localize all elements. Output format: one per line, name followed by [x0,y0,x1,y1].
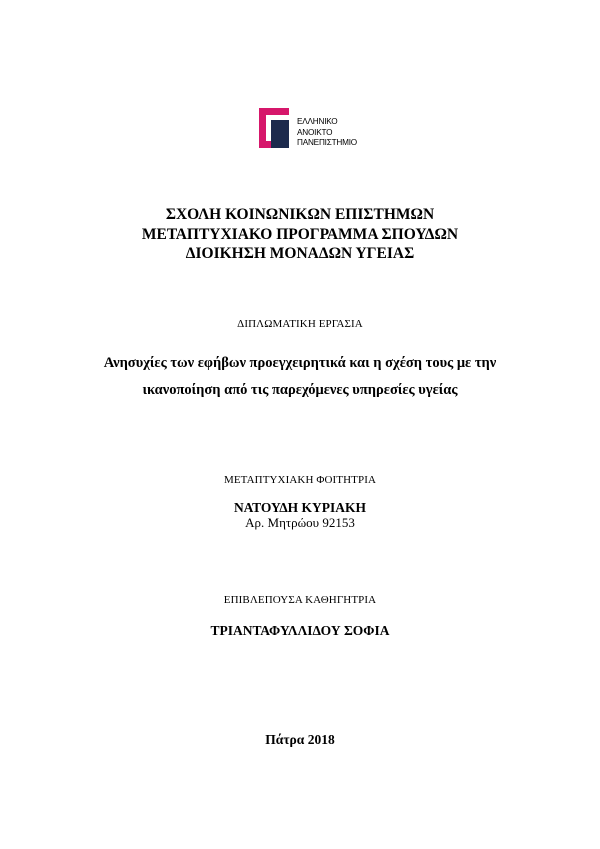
supervisor-label: ΕΠΙΒΛΕΠΟΥΣΑ ΚΑΘΗΓΗΤΡΙΑ [223,594,377,606]
student-label: ΜΕΤΑΠΤΥΧΙΑΚΗ ΦΟΙΤΗΤΡΙΑ [223,474,377,486]
logo-text-line: ΕΛΛΗΝΙΚΟ [297,117,338,126]
thesis-type: ΔΙΠΛΩΜΑΤΙΚΗ ΕΡΓΑΣΙΑ [237,318,363,330]
thesis-title-line: Ανησυχίες των εφήβων προεγχειρητικά και η σχέση τους με την [103,355,497,371]
logo-text-line: ΠΑΝΕΠΙΣΤΗΜΙΟ [297,138,357,147]
program-specialization: ΔΙΟΙΚΗΣΗ ΜΟΝΑΔΩΝ ΥΓΕΙΑΣ [185,245,415,262]
program-name: ΜΕΤΑΠΤΥΧΙΑΚΟ ΠΡΟΓΡΑΜΜΑ ΣΠΟΥΔΩΝ [141,225,459,243]
place-and-year: Πάτρα 2018 [265,732,335,747]
thesis-title-line: ικανοποίηση από τις παρεχόμενες υπηρεσίες υγείας [142,382,458,398]
school-heading [0,205,600,264]
school-name: ΣΧΟΛΗ ΚΟΙΝΩΝΙΚΩΝ ΕΠΙΣΤΗΜΩΝ [165,206,435,223]
supervisor-name: ΤΡΙΑΝΤΑΦΥΛΛΙΔΟΥ ΣΟΦΙΑ [210,623,390,638]
student-registration-number: Αρ. Μητρώου 92153 [245,515,355,530]
university-logo-text [297,117,357,149]
university-logo [259,108,369,152]
thesis-title [0,350,600,404]
logo-text-line: ΑΝΟΙΚΤΟ [297,127,333,137]
student-name: ΝΑΤΟΥΔΗ ΚΥΡΙΑΚΗ [233,500,367,515]
university-logo-icon [259,108,295,152]
